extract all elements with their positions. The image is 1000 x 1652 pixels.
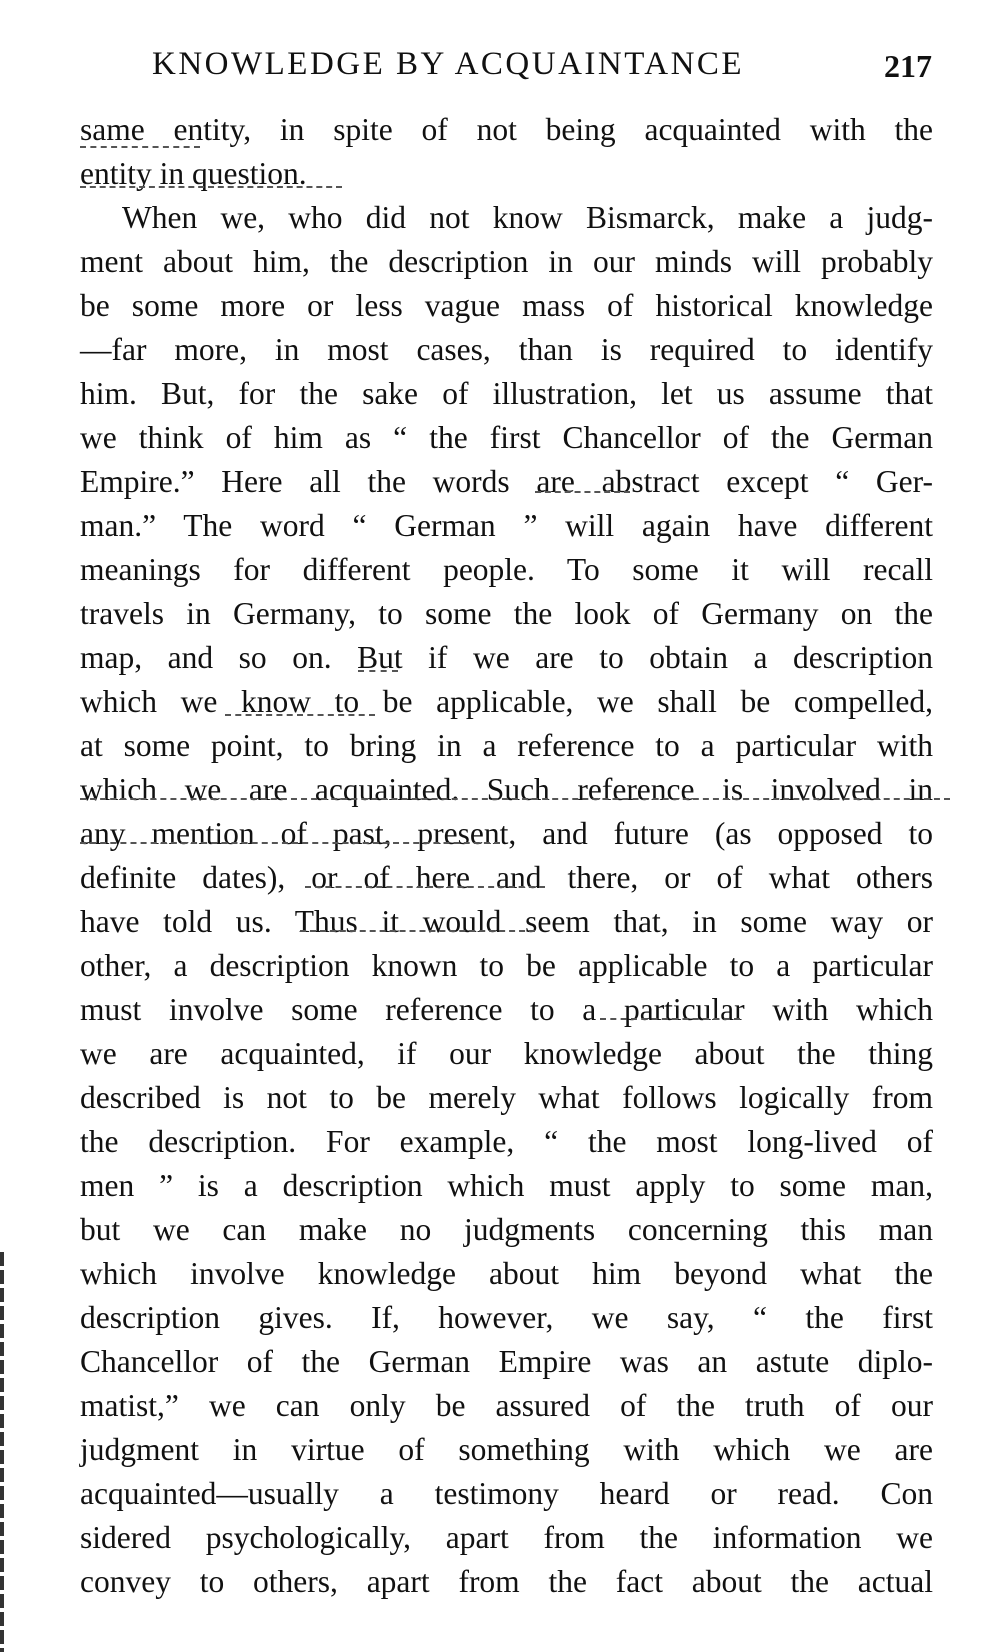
pencil-underline [305,886,545,888]
pencil-underline [535,491,630,493]
text-line: have told us. Thus it would seem that, in some way or [80,904,933,939]
text-line: convey to others, apart from the fact about the actual [80,1564,933,1599]
text-line: map, and so on. But if we are to obtain a description [80,640,933,675]
text-line: —far more, in most cases, than is required to identify [80,332,933,367]
running-title: KNOWLEDGE BY ACQUAINTANCE [152,46,745,82]
text-line: Chancellor of the German Empire was an astute diplo- [80,1344,933,1379]
text-line: described is not to be merely what follows logically from [80,1080,933,1115]
text-line: travels in Germany, to some the look of Germany on the [80,596,933,631]
text-line: same entity, in spite of not being acquainted with the [80,112,933,147]
text-line: When we, who did not know Bismarck, make a judg- [122,200,933,235]
text-line: other, a description known to be applicable to a particular [80,948,933,983]
pencil-underline [80,186,342,188]
text-line: meanings for different people. To some it will recall [80,552,933,587]
text-line: ment about him, the description in our minds will probably [80,244,933,279]
text-line: any mention of past, present, and future (as opposed to [80,816,933,851]
text-line: sidered psychologically, apart from the information we [80,1520,933,1555]
pencil-underline [225,714,375,716]
text-line: Empire.” Here all the words are abstract except “ Ger- [80,464,933,499]
text-line: which we know to be applicable, we shall be compelled, [80,684,933,719]
page-number: 217 [884,48,932,84]
text-line: be some more or less vague mass of historical knowledge [80,288,933,323]
pencil-underline [80,842,500,844]
text-line: men ” is a description which must apply to some man, [80,1168,933,1203]
scan-margin-edge [0,1252,4,1652]
pencil-underline [358,670,398,672]
text-line: man.” The word “ German ” will again have different [80,508,933,543]
running-head [152,46,932,90]
pencil-underline [300,930,535,932]
text-line: acquainted—usually a testimony heard or read. Con [80,1476,933,1511]
pencil-underline [600,1018,740,1020]
pencil-underline [80,146,200,148]
text-line: we think of him as “ the first Chancellor of the German [80,420,933,455]
text-line: entity in question. [80,156,307,191]
text-line: must involve some reference to a particular with which [80,992,933,1027]
body-text [80,108,933,1604]
text-line: we are acquainted, if our knowledge about the thing [80,1036,933,1071]
pencil-underline [80,798,950,800]
text-line: matist,” we can only be assured of the truth of our [80,1388,933,1423]
text-line: at some point, to bring in a reference to a particular with [80,728,933,763]
text-line: but we can make no judgments concerning this man [80,1212,933,1247]
text-line: him. But, for the sake of illustration, let us assume that [80,376,933,411]
text-line: description gives. If, however, we say, “ the first [80,1300,933,1335]
text-line: definite dates), or of here and there, or of what others [80,860,933,895]
text-line: judgment in virtue of something with which we are [80,1432,933,1467]
text-line: which involve knowledge about him beyond what the [80,1256,933,1291]
text-line: the description. For example, “ the most long-lived of [80,1124,933,1159]
text-line: which we are acquainted. Such reference is involved in [80,772,933,807]
